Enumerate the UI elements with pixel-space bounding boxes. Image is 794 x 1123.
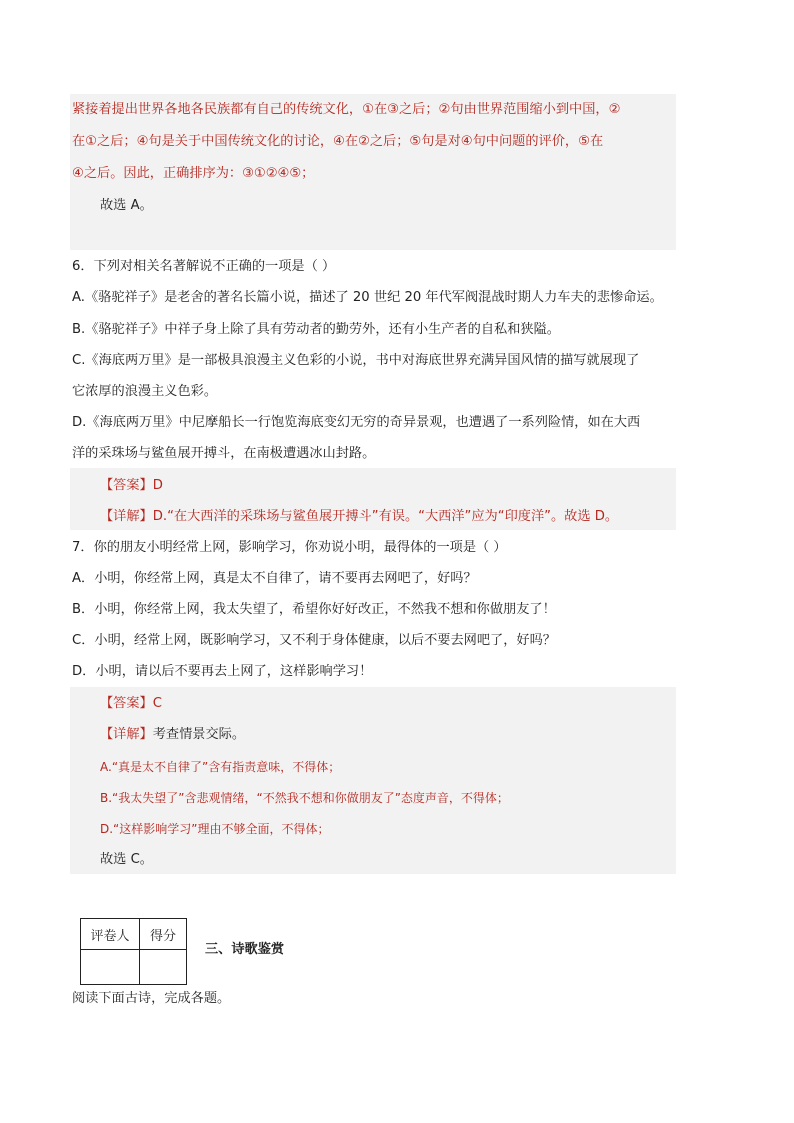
answer-label: 【答案】 (100, 478, 153, 493)
score-header: 得分 (140, 919, 187, 950)
explanation-line: 在①之后；④句是关于中国传统文化的讨论，④在②之后；⑤句是对④句中问题的评价，⑤在 (72, 134, 604, 149)
answer-value: D (152, 478, 163, 493)
question-6-option-a: A.《骆驼祥子》是老舍的著名长篇小说，描述了 20 世纪 20 年代军阀混战时期人力车夫的悲惨命运。 (72, 290, 663, 305)
detail-text: D.“在大西洋的采珠场与鲨鱼展开搏斗”有误。“大西洋”应为“印度洋”。故选 D。 (152, 509, 619, 524)
detail-text: 考查情景交际。 (152, 727, 246, 742)
question-7-detail (100, 726, 245, 744)
question-6-option-c: C.《海底两万里》是一部极具浪漫主义色彩的小说，书中对海底世界充满异国风情的描写就展现了 (72, 353, 640, 368)
question-6-answer (100, 477, 163, 495)
question-6-option-d: D.《海底两万里》中尼摩船长一行饱览海底变幻无穷的奇异景观，也遭遇了一系列险情，如在大西 (72, 415, 641, 430)
score-cell[interactable] (140, 950, 187, 985)
detail-label: 【详解】 (100, 727, 153, 742)
answer-value: C (152, 696, 162, 711)
question-7-option-a: A．小明，你经常上网，真是太不自律了，请不要再去网吧了，好吗？ (72, 571, 477, 586)
detail-label: 【详解】 (100, 509, 153, 524)
question-6-stem: 6．下列对相关名著解说不正确的一项是（ ） (72, 259, 336, 274)
question-6-option-d-cont: 洋的采珠场与鲨鱼展开搏斗，在南极遭遇冰山封路。 (72, 446, 376, 461)
reviewer-cell[interactable] (81, 950, 140, 985)
explanation-line: ④之后。因此，正确排序为：③①②④⑤； (72, 166, 315, 181)
question-6-detail (100, 508, 618, 526)
detail-sub-line: A.“真是太不自律了”含有指责意味，不得体； (100, 760, 341, 774)
detail-sub-line: D.“这样影响学习”理由不够全面，不得体； (100, 822, 330, 836)
explanation-line: 紧接着提出世界各地各民族都有自己的传统文化，①在③之后；②句由世界范围缩小到中国，② (72, 102, 621, 117)
question-6-option-c-cont: 它浓厚的浪漫主义色彩。 (72, 384, 218, 399)
question-7-option-b: B．小明，你经常上网，我太失望了，希望你好好改正，不然我不想和你做朋友了！ (72, 602, 556, 617)
reviewer-header: 评卷人 (81, 919, 140, 950)
question-7-option-d: D．小明，请以后不要再去上网了，这样影响学习！ (72, 664, 373, 679)
conclusion-text: 故选 C。 (100, 852, 153, 867)
question-7-stem: 7．你的朋友小明经常上网，影响学习，你劝说小明，最得体的一项是（ ） (72, 540, 507, 555)
question-6-option-b: B.《骆驼祥子》中祥子身上除了具有劳动者的勤劳外，还有小生产者的自私和狭隘。 (72, 322, 560, 337)
answer-label: 【答案】 (100, 696, 153, 711)
section-title: 三、诗歌鉴赏 (205, 942, 285, 957)
answer-block-7-background (70, 687, 676, 874)
question-7-answer (100, 695, 162, 713)
section-intro: 阅读下面古诗，完成各题。 (72, 991, 231, 1006)
question-7-option-c: C．小明，经常上网，既影响学习，又不利于身体健康，以后不要去网吧了，好吗？ (72, 633, 556, 648)
detail-sub-line: B.“我太失望了”含悲观情绪，“不然我不想和你做朋友了”态度声音，不得体； (100, 791, 509, 805)
conclusion-text: 故选 A。 (100, 198, 153, 213)
score-table (80, 918, 187, 985)
